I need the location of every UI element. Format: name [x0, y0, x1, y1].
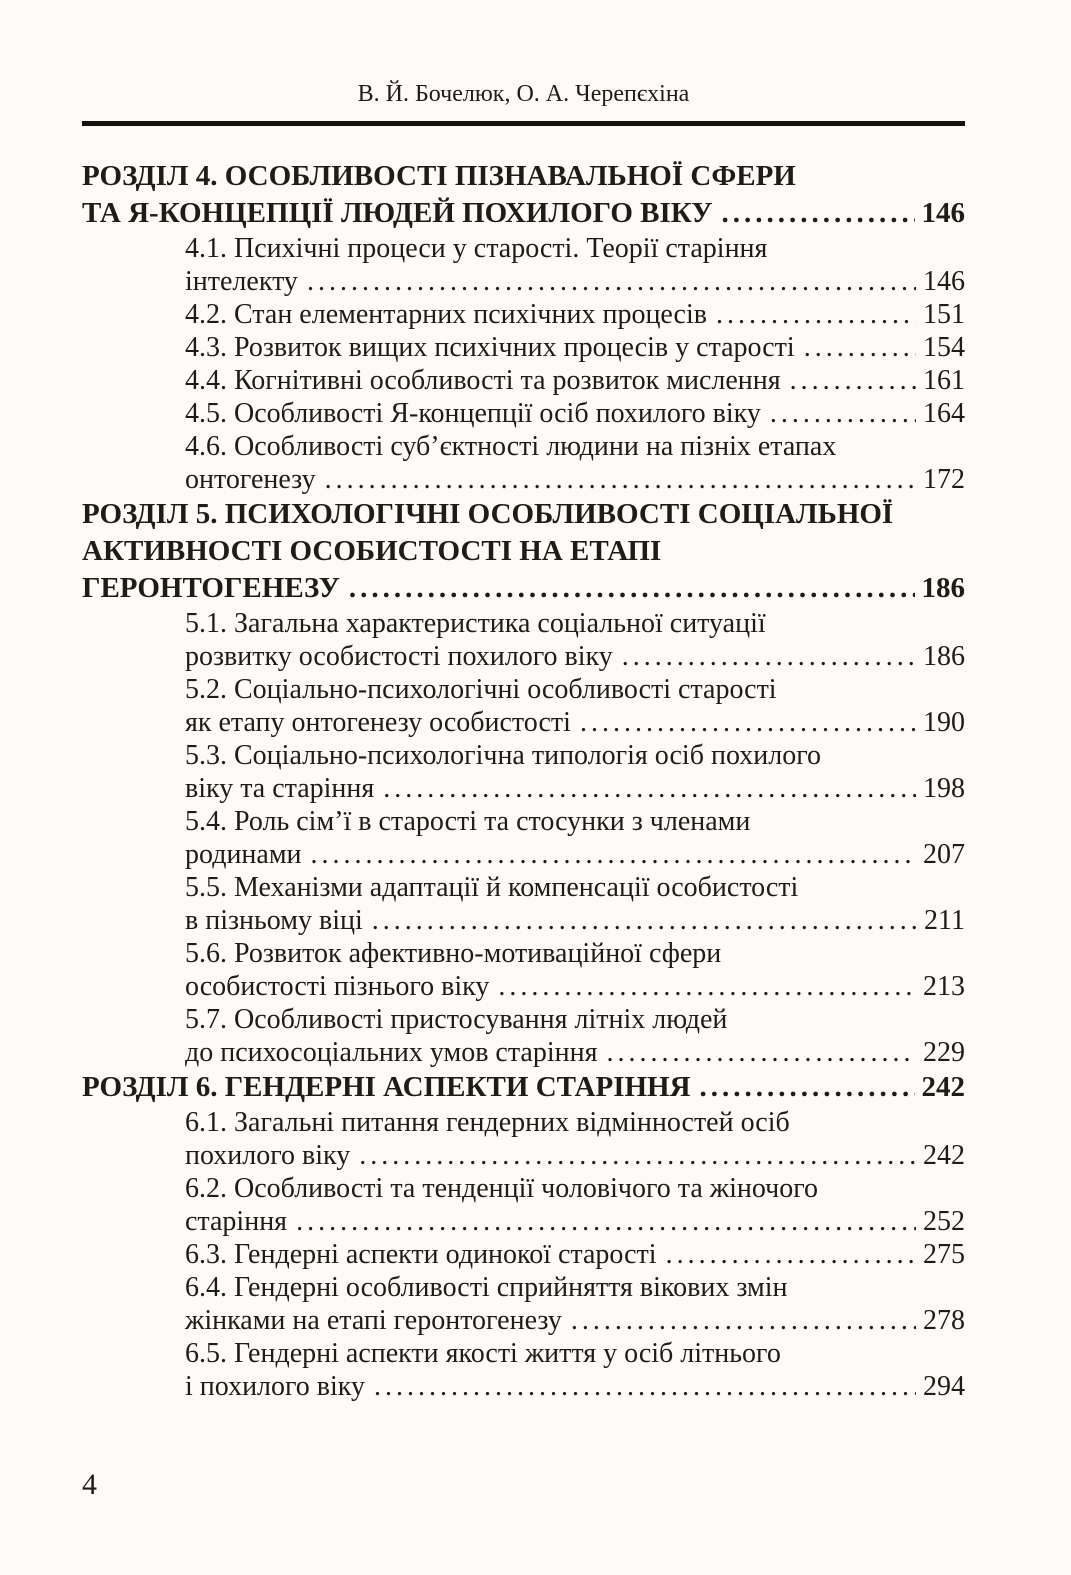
dot-leader [716, 298, 916, 331]
toc-list [82, 158, 965, 1403]
toc-entry-text: АКТИВНОСТІ ОСОБИСТОСТІ НА ЕТАПІ [82, 535, 662, 567]
toc-entry-line [185, 364, 965, 397]
dot-leader [606, 1036, 916, 1069]
toc-entry-line [185, 232, 965, 265]
toc-entry-text: 6.2. Особливості та тенденції чоловічого та жіночого [185, 1173, 818, 1204]
toc-entry-5-4 [185, 805, 965, 871]
dot-leader [790, 364, 916, 397]
toc-entry-line [82, 1069, 965, 1106]
dot-leader [722, 195, 915, 232]
toc-entry-line [185, 871, 965, 904]
toc-entry-text: в пізньому віці [185, 905, 363, 936]
toc-entry-line [82, 533, 965, 570]
toc-entry-4-4 [185, 364, 965, 397]
toc-entry-line [185, 1139, 965, 1172]
toc-entry-text: як етапу онтогенезу особистості [185, 707, 571, 738]
toc-entry-line [185, 1172, 965, 1205]
toc-entry-text: до психосоціальних умов старіння [185, 1037, 598, 1068]
toc-entry-line [185, 1205, 965, 1238]
toc-page-ref: 190 [923, 707, 965, 738]
toc-entry-line [185, 1106, 965, 1139]
toc-entry-4-3 [185, 331, 965, 364]
toc-entry-5-5 [185, 871, 965, 937]
toc-entry-line [82, 158, 965, 195]
toc-entry-text: онтогенезу [185, 464, 316, 495]
toc-entry-4-1 [185, 232, 965, 298]
toc-entry-4-5 [185, 397, 965, 430]
dot-leader [571, 1304, 916, 1337]
toc-entry-line [185, 331, 965, 364]
toc-entry-line [185, 937, 965, 970]
dot-leader [383, 772, 916, 805]
toc-entry-line [185, 430, 965, 463]
toc-entry-text: 5.2. Соціально-психологічні особливості старості [185, 674, 777, 705]
toc-entry-text: інтелекту [185, 266, 298, 297]
toc-entry-line [185, 298, 965, 331]
dot-leader [804, 331, 916, 364]
toc-entry-6-4 [185, 1271, 965, 1337]
dot-leader [372, 904, 917, 937]
toc-entry-6-3 [185, 1238, 965, 1271]
toc-entry-line [185, 1036, 965, 1069]
dot-leader [349, 570, 915, 607]
toc-entry-line [185, 970, 965, 1003]
toc-entry-rozdil-4 [82, 158, 965, 232]
toc-entry-line [185, 772, 965, 805]
toc-page-ref: 161 [923, 365, 965, 396]
toc-entry-line [185, 673, 965, 706]
toc-entry-6-1 [185, 1106, 965, 1172]
toc-entry-line [185, 838, 965, 871]
toc-entry-line [185, 607, 965, 640]
toc-entry-text: РОЗДІЛ 4. ОСОБЛИВОСТІ ПІЗНАВАЛЬНОЇ СФЕРИ [82, 160, 796, 192]
toc-entry-text: 5.7. Особливості пристосування літніх людей [185, 1004, 728, 1035]
toc-entry-line [185, 739, 965, 772]
toc-entry-rozdil-6 [82, 1069, 965, 1106]
toc-entry-6-5 [185, 1337, 965, 1403]
toc-entry-text: 4.1. Психічні процеси у старості. Теорії старіння [185, 233, 768, 264]
toc-page-ref: 275 [923, 1239, 965, 1270]
toc-entry-text: 6.1. Загальні питання гендерних відмінностей осіб [185, 1107, 790, 1138]
toc-entry-text: розвитку особистості похилого віку [185, 641, 613, 672]
page-number: 4 [82, 1468, 97, 1501]
toc-page-ref: 164 [923, 398, 965, 429]
toc-entry-line [185, 463, 965, 496]
toc-page-ref: 211 [924, 905, 965, 936]
toc-entry-text: старіння [185, 1206, 288, 1237]
toc-page-ref: 198 [923, 773, 965, 804]
toc-page-ref: 213 [923, 971, 965, 1002]
toc-entry-4-6 [185, 430, 965, 496]
toc-page-ref: 186 [921, 572, 965, 604]
toc-entry-line [185, 1003, 965, 1036]
toc-entry-text: 4.4. Когнітивні особливості та розвиток мислення [185, 365, 781, 396]
toc-page-ref: 242 [921, 1071, 965, 1103]
toc-entry-text: жінками на етапі геронтогенезу [185, 1305, 562, 1336]
dot-leader [580, 706, 916, 739]
toc-entry-text: РОЗДІЛ 6. ГЕНДЕРНІ АСПЕКТИ СТАРІННЯ [82, 1071, 691, 1103]
dot-leader [622, 640, 916, 673]
toc-page-ref: 294 [923, 1371, 965, 1402]
dot-leader [666, 1238, 916, 1271]
toc-entry-line [185, 1271, 965, 1304]
toc-entry-text: 4.2. Стан елементарних психічних процесів [185, 299, 707, 330]
toc-page-ref: 242 [923, 1140, 965, 1171]
toc-entry-text: похилого віку [185, 1140, 351, 1171]
toc-entry-text: ГЕРОНТОГЕНЕЗУ [82, 572, 340, 604]
toc-entry-text: 5.6. Розвиток афективно-мотиваційної сфери [185, 938, 722, 969]
toc-page-ref: 278 [923, 1305, 965, 1336]
toc-entry-line [185, 706, 965, 739]
toc-entry-line [185, 1337, 965, 1370]
toc-page-ref: 229 [923, 1037, 965, 1068]
toc-page-ref: 207 [923, 839, 965, 870]
toc-entry-line [185, 1238, 965, 1271]
toc-entry-5-3 [185, 739, 965, 805]
toc-entry-5-1 [185, 607, 965, 673]
toc-page-ref: 151 [923, 299, 965, 330]
toc-entry-rozdil-5 [82, 496, 965, 607]
toc-page-ref: 146 [923, 266, 965, 297]
toc-entry-5-2 [185, 673, 965, 739]
toc-entry-text: віку та старіння [185, 773, 375, 804]
toc-entry-text: 4.5. Особливості Я-концепції осіб похилого віку [185, 398, 761, 429]
toc-page-ref: 154 [923, 332, 965, 363]
dot-leader [374, 1370, 916, 1403]
toc-page-ref: 146 [921, 197, 965, 229]
toc-entry-5-6 [185, 937, 965, 1003]
dot-leader [498, 970, 916, 1003]
toc-entry-line [185, 397, 965, 430]
dot-leader [359, 1139, 916, 1172]
toc-entry-text: особистості пізнього віку [185, 971, 490, 1002]
toc-entry-5-7 [185, 1003, 965, 1069]
toc-entry-text: 5.3. Соціально-психологічна типологія осіб похилого [185, 740, 821, 771]
toc-entry-text: родинами [185, 839, 302, 870]
toc-entry-text: і похилого віку [185, 1371, 366, 1402]
dot-leader [311, 838, 916, 871]
toc-entry-text: РОЗДІЛ 5. ПСИХОЛОГІЧНІ ОСОБЛИВОСТІ СОЦІАЛЬНОЇ [82, 498, 894, 530]
toc-entry-text: 6.3. Гендерні аспекти одинокої старості [185, 1239, 657, 1270]
dot-leader [770, 397, 916, 430]
toc-entry-line [185, 265, 965, 298]
toc-entry-6-2 [185, 1172, 965, 1238]
header-rule [82, 121, 965, 126]
dot-leader [325, 463, 916, 496]
toc-page-ref: 186 [923, 641, 965, 672]
toc-entry-line [82, 496, 965, 533]
dot-leader [296, 1205, 916, 1238]
toc-entry-text: 4.3. Розвиток вищих психічних процесів у старості [185, 332, 795, 363]
running-header-authors: В. Й. Бочелюк, О. А. Черепєхіна [357, 81, 690, 107]
toc-entry-line [185, 1370, 965, 1403]
dot-leader [700, 1069, 915, 1106]
toc-entry-line [185, 1304, 965, 1337]
toc-entry-text: 5.1. Загальна характеристика соціальної ситуації [185, 608, 766, 639]
toc-entry-line [185, 805, 965, 838]
toc-page-ref: 172 [923, 464, 965, 495]
dot-leader [307, 265, 916, 298]
toc-entry-line [82, 570, 965, 607]
toc-entry-text: 5.4. Роль сім’ї в старості та стосунки з членами [185, 806, 751, 837]
toc-page-ref: 252 [923, 1206, 965, 1237]
toc-entry-line [185, 904, 965, 937]
toc-entry-text: 6.4. Гендерні особливості сприйняття вікових змін [185, 1272, 788, 1303]
toc-entry-text: 4.6. Особливості суб’єктності людини на пізніх етапах [185, 431, 837, 462]
toc-entry-text: 5.5. Механізми адаптації й компенсації особистості [185, 872, 799, 903]
toc-entry-line [185, 640, 965, 673]
toc-entry-text: 6.5. Гендерні аспекти якості життя у осіб літнього [185, 1338, 781, 1369]
toc-entry-4-2 [185, 298, 965, 331]
toc-entry-text: ТА Я-КОНЦЕПЦІЇ ЛЮДЕЙ ПОХИЛОГО ВІКУ [82, 197, 713, 229]
toc-entry-line [82, 195, 965, 232]
